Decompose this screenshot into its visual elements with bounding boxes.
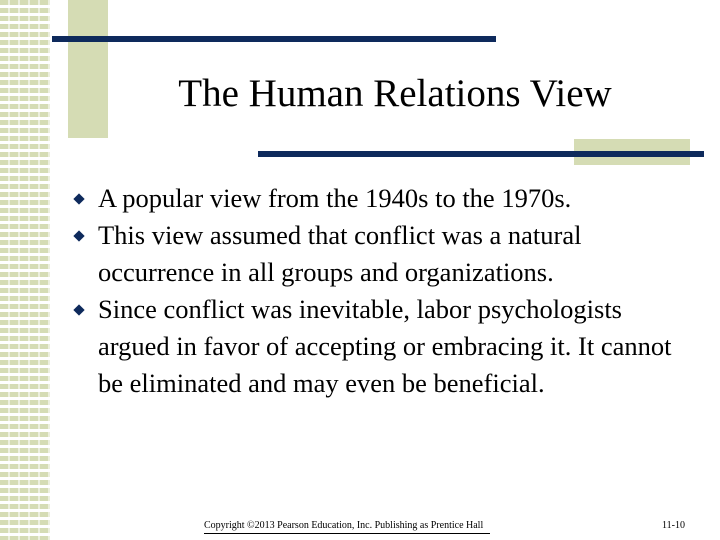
diamond-bullet-icon: [73, 230, 84, 241]
bullet-item: [72, 217, 692, 291]
footer-underline: [204, 533, 490, 534]
bullet-item: [72, 180, 692, 217]
bullet-item: [72, 291, 692, 402]
decorative-left-stripe: [0, 0, 50, 540]
decorative-bottom-rule: [258, 151, 704, 157]
footer-page-number: 11-10: [662, 520, 685, 531]
bullet-text: This view assumed that conflict was a natural occurrence in all groups and organizations.: [98, 220, 582, 287]
bullet-text: A popular view from the 1940s to the 1970s.: [98, 183, 572, 213]
decorative-top-rule: [52, 36, 496, 42]
diamond-bullet-icon: [73, 193, 84, 204]
decorative-title-accent-block: [68, 0, 108, 138]
bullet-text: Since conflict was inevitable, labor psychologists argued in favor of accepting or embracing it. It cannot be eliminated and may even be beneficial.: [98, 294, 672, 398]
footer-copyright: Copyright ©2013 Pearson Education, Inc. Publishing as Prentice Hall: [204, 520, 484, 531]
slide-title: The Human Relations View: [178, 72, 612, 115]
bullet-list: [72, 180, 692, 402]
diamond-bullet-icon: [73, 304, 84, 315]
